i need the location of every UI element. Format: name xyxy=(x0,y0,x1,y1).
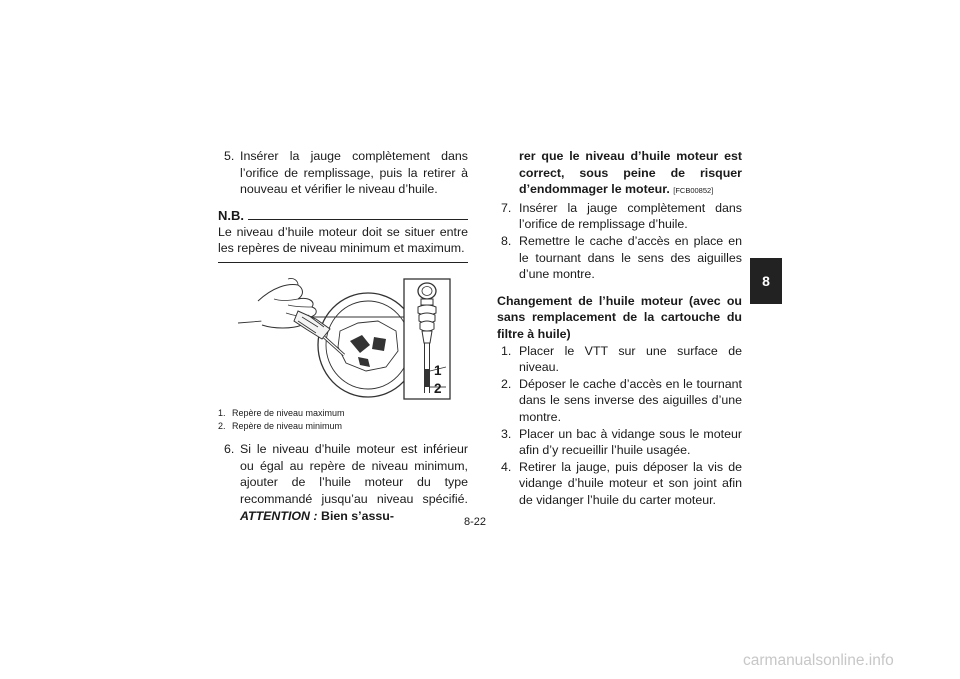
caption-2 xyxy=(218,420,468,433)
caption-number: 2. xyxy=(218,420,226,431)
callout-2: 2 xyxy=(434,380,442,396)
attention-text-start: Bien s’assu- xyxy=(321,508,394,523)
attention-continuation xyxy=(497,148,742,200)
caption-number: 1. xyxy=(218,407,226,418)
page-number: 8-22 xyxy=(464,516,487,528)
step-text xyxy=(240,441,468,524)
oil-change-step-4 xyxy=(497,459,742,509)
step-number: 4. xyxy=(501,459,512,474)
step-number: 7. xyxy=(501,200,512,215)
step-text: Insérer la jauge complètement dans l’orifice de remplissage, puis la retirer à nouveau et vérifier le niveau d’huile. xyxy=(240,149,468,197)
step-text: Placer le VTT sur une surface de niveau. xyxy=(519,343,742,375)
step-number: 6. xyxy=(224,442,235,457)
caption-text: Repère de niveau maximum xyxy=(232,407,345,418)
caption-1 xyxy=(218,407,468,420)
step-text: Retirer la jauge, puis déposer la vis de vidange d’huile moteur et son joint afin de vidanger l’huile du carter moteur. xyxy=(519,459,742,507)
dipstick-illustration xyxy=(218,271,468,403)
note-label: N.B. xyxy=(218,207,244,223)
left-column xyxy=(218,148,468,524)
step-text: Déposer le cache d’accès en le tournant dans le sens inverse des aiguilles d’une montre. xyxy=(519,376,742,424)
step-8 xyxy=(497,233,742,283)
right-column xyxy=(497,148,742,508)
note-text: Le niveau d’huile moteur doit se situer entre les repères de niveau minimum et maximum. xyxy=(218,224,468,256)
attention-code: [FCB00852] xyxy=(673,186,714,196)
step-7 xyxy=(497,200,742,233)
step-text: Insérer la jauge complètement dans l’orifice de remplissage d’huile. xyxy=(519,200,742,232)
step-6-text: Si le niveau d’huile moteur est inférieur ou égal au repère de niveau minimum, ajouter de l’huile moteur du type recommandé jusqu’au niveau spécifié. xyxy=(240,442,468,506)
oil-change-step-1 xyxy=(497,343,742,376)
figure-captions xyxy=(218,407,468,432)
step-5 xyxy=(218,148,468,198)
attention-text-end: rer que le niveau d’huile moteur est correct, sous peine de risquer d’endommager le moteur. xyxy=(519,149,742,197)
note-heading xyxy=(218,208,468,224)
attention-label: ATTENTION : xyxy=(240,508,318,523)
section-title: Changement de l’huile moteur (avec ou sans remplacement de la cartouche du filtre à huile) xyxy=(497,293,742,341)
step-number: 2. xyxy=(501,376,512,391)
step-text: Placer un bac à vidange sous le moteur afin d’y recueillir l’huile usagée. xyxy=(519,426,742,458)
oil-change-step-3 xyxy=(497,426,742,459)
step-number: 8. xyxy=(501,233,512,248)
oil-change-step-2 xyxy=(497,376,742,426)
callout-1: 1 xyxy=(434,362,442,378)
dipstick-drawing xyxy=(218,271,468,403)
note-rule-top xyxy=(248,219,468,220)
note-rule-bottom xyxy=(218,262,468,263)
step-number: 1. xyxy=(501,343,512,358)
step-6 xyxy=(218,441,468,524)
step-text: Remettre le cache d’accès en place en le tournant dans le sens des aiguilles d’une montre. xyxy=(519,233,742,282)
step-number: 3. xyxy=(501,426,512,441)
step-number: 5. xyxy=(224,149,235,163)
chapter-tab: 8 xyxy=(750,258,782,304)
watermark: carmanualsonline.info xyxy=(743,652,894,669)
caption-text: Repère de niveau minimum xyxy=(232,420,343,431)
